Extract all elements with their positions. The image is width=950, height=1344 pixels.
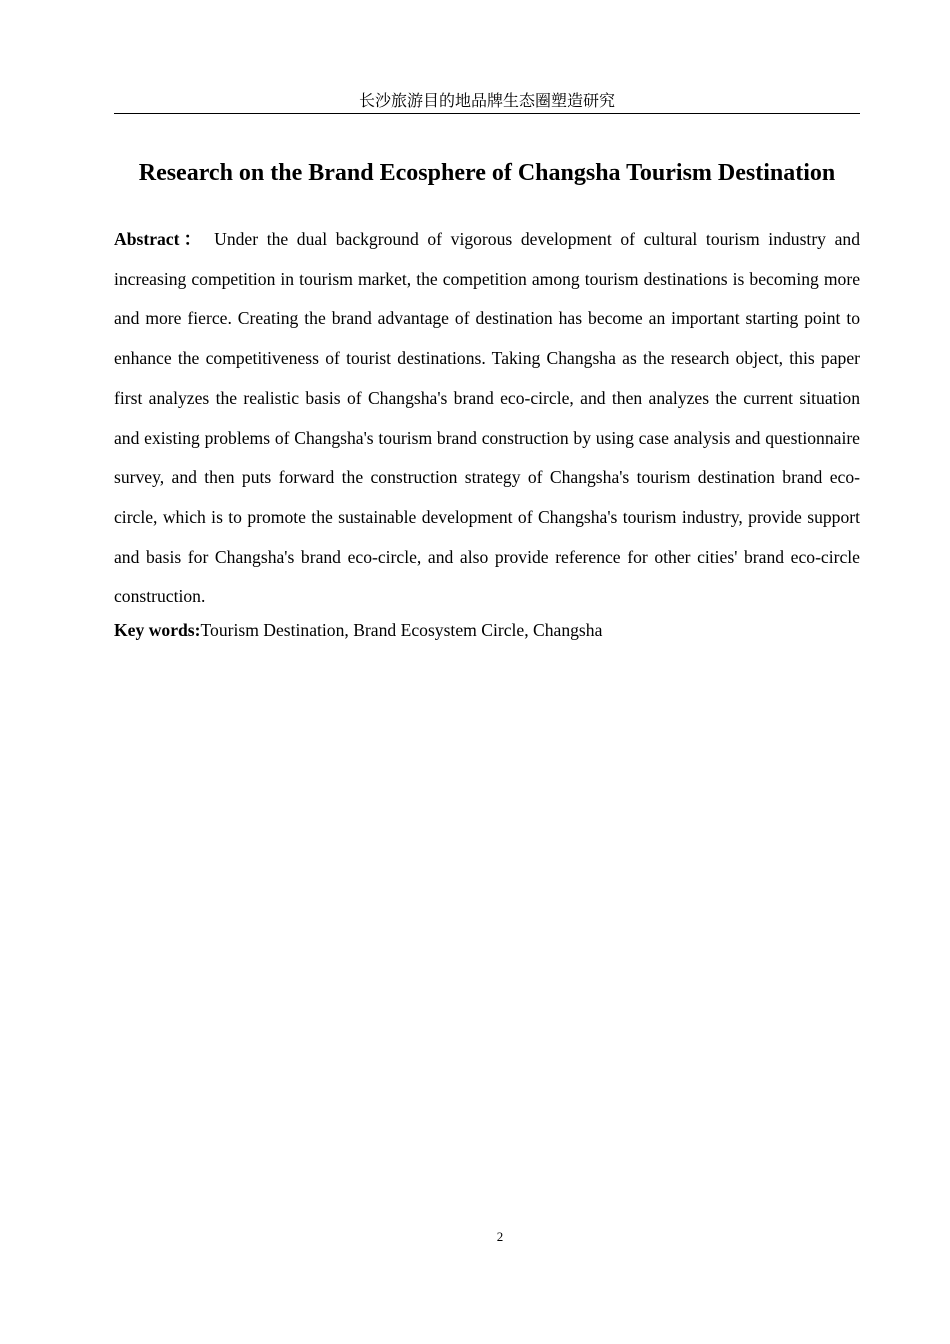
paper-title: Research on the Brand Ecosphere of Changsha Tourism Destination: [138, 160, 836, 186]
running-header: 长沙旅游目的地品牌生态圈塑造研究: [114, 91, 860, 114]
page-number: 2: [496, 1229, 504, 1244]
keywords-text: Tourism Destination, Brand Ecosystem Circle, Changsha: [200, 620, 603, 640]
keywords-paragraph: [114, 616, 860, 644]
abstract-text: Under the dual background of vigorous development of cultural tourism industry and increasing competition in tourism market, the competition among tourism destinations is becoming more and more fierce. Creating the brand advantage of destination has become an important starting point to enhance the competitiveness of tourist destinations. Taking Changsha as the research object, this paper first analyzes the realistic basis of Changsha's brand eco-circle, and then analyzes the current situation and existing problems of Changsha's tourism brand construction by using case analysis and questionnaire survey, and then puts forward the construction strategy of Changsha's tourism destination brand eco-circle, which is to promote the sustainable development of Changsha's tourism industry, provide support and basis for Changsha's brand eco-circle, and also provide reference for other cities' brand eco-circle construction.: [114, 229, 860, 607]
keywords-label: Key words:: [114, 620, 201, 640]
abstract-paragraph: [114, 220, 860, 617]
abstract-label: Abstract：: [114, 229, 206, 249]
